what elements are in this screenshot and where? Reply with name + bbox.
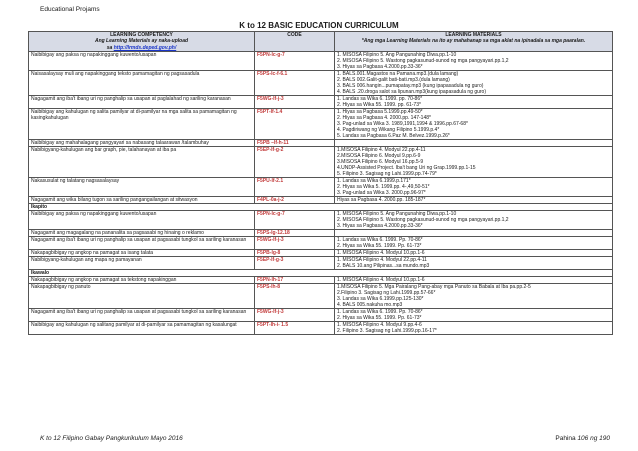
competency-cell: Naibibigay ang paksa ng napakinggang kuwento/usapan xyxy=(29,211,255,230)
competency-cell: Nagagamit ang iba't ibang uri ng panghalip sa usapan at pagsasabi tungkol sa sariling karanasan xyxy=(29,237,255,250)
materials-cell xyxy=(335,197,613,204)
materials-cell xyxy=(335,140,613,147)
table-row xyxy=(29,96,613,109)
material-item: 4. BALS 005.nakuha mo.mp3 xyxy=(337,302,403,309)
material-item: 4. BALS .20.droga salot sa lipunan.mp3(kung ipapasadula ng guro) xyxy=(337,89,486,96)
header-label: Educational Projams xyxy=(40,6,100,13)
materials-cell xyxy=(335,250,613,257)
competency-cell: Nagagamit ang magagalang na pananalita sa pagsasabi ng hinaing o reklamo xyxy=(29,230,255,237)
competency-cell: Nabibigyang-kahulugan ang mapa ng pamayanan xyxy=(29,257,255,270)
material-item: 4.UNDP-Assisted Project. Iba't bang Uri ng Grap.1999.pp.1-15 xyxy=(337,165,476,172)
table-row xyxy=(29,237,613,250)
table-row xyxy=(29,109,613,140)
material-item: 2. Hiyas sa Pagbasa 4. 2000.pp. 147-148* xyxy=(337,115,431,122)
table-row xyxy=(29,52,613,71)
code-cell: F5EP-If-g-3 xyxy=(255,257,335,270)
material-item: 3. Hiyas sa Pagbasa 4.2000.pp.33-36* xyxy=(337,64,423,71)
table-row xyxy=(29,197,613,204)
document-title: K to 12 BASIC EDUCATION CURRICULUM xyxy=(239,21,399,30)
table-row xyxy=(29,140,613,147)
table-row xyxy=(29,257,613,270)
competency-cell: Nakapagbibigay ng panuto xyxy=(29,284,255,309)
material-item: 1. BALS.001.Magastos na Pamana.mp3.(dula lamang) xyxy=(337,71,459,78)
code-cell: F5PN-Ih-17 xyxy=(255,277,335,284)
materials-cell xyxy=(335,109,613,140)
material-item: Hiyas sa Pagbasa 4. 2000.pp. 185-187* xyxy=(337,197,426,204)
code-cell: F4PL-0a-j-2 xyxy=(255,197,335,204)
table-header-row xyxy=(29,32,613,52)
material-item: 5. Landas sa Pagbasa 6.Paz M. Belvez.1999.p.26* xyxy=(337,133,450,140)
page-current: 106 xyxy=(577,435,589,442)
material-item: 1. MISOSA Filipino 4. Modyul 10.pp.1-6 xyxy=(337,277,425,284)
competency-cell: Naibibigay ang paksa ng napakinggang kuwento/usapan xyxy=(29,52,255,71)
table-row xyxy=(29,250,613,257)
competency-cell: Nakasusulat ng talatang nagsasalaysay xyxy=(29,178,255,197)
code-cell: F5PS-Ig-12.18 xyxy=(255,230,335,237)
materials-cell xyxy=(335,211,613,230)
materials-cell xyxy=(335,52,613,71)
materials-cell xyxy=(335,257,613,270)
material-item: 3.MISOSA Filipino 6. Modyul 16.pp.5-9 xyxy=(337,159,424,166)
code-header: CODE xyxy=(255,32,335,52)
material-item: 2. Filipino 3. Sagisag ng Lahi.1999.pp.16-17* xyxy=(337,328,437,335)
material-item: 1. Landas sa Wika 6.1999.p.171* xyxy=(337,178,411,185)
code-cell: F5WG-If-j-3 xyxy=(255,309,335,322)
code-cell: F5PB –If-h-11 xyxy=(255,140,335,147)
code-cell: F5WG-If-j-3 xyxy=(255,237,335,250)
material-item: 1. MISOSA Filipino 4. Modyul 22.pp.4-11 xyxy=(337,257,427,264)
material-item: 1. MISOSA Filipino 4. Modyul 10.pp.1-6 xyxy=(337,250,425,257)
competency-header-label: LEARNING COMPETENCY xyxy=(110,32,173,38)
material-item: 1. Landas sa Wika 6. 1999. Pp. 70-86* xyxy=(337,309,423,316)
material-item: 2. Hiyas sa Wika 55. 1999. pp. 61-73* xyxy=(337,102,421,109)
table-row xyxy=(29,322,613,335)
material-item: 1. Landas sa Wika 6. 1999. Pp. 70-86* xyxy=(337,237,423,244)
material-item: 3. Pag-unlad sa Wika 3. 2000.pp.96-97* xyxy=(337,190,426,197)
code-cell: F5PN-Ic-g-7 xyxy=(255,52,335,71)
competency-cell: Naibibigay ang mahahalagang pangyayari sa nabasang talaarawan /talambuhay xyxy=(29,140,255,147)
material-item: 2. MISOSA Filipino 5. Wastong pagkasunud-sunod ng mga pangyayari.pp.1,2 xyxy=(337,217,509,224)
competency-cell: Nakapagbibigay ng angkop na pamagat sa tekstong napakinggan xyxy=(29,277,255,284)
code-cell: F5PN-Ic-g-7 xyxy=(255,211,335,230)
materials-cell xyxy=(335,96,613,109)
competency-header-note: Ang Learning Materials ay naka-upload xyxy=(94,38,189,45)
materials-cell xyxy=(335,147,613,178)
code-cell: F5PS-Ic-f-6.1 xyxy=(255,71,335,96)
table-row xyxy=(29,147,613,178)
section-row xyxy=(29,270,613,277)
materials-cell xyxy=(335,277,613,284)
materials-header xyxy=(335,32,613,52)
competency-cell: Naibibigay ang kahulugan ng salitang pamilyar at di-pamilyar sa pamamagitan ng kasalungat xyxy=(29,322,255,335)
material-item: 3. Hiyas sa Pagbasa 4.2000.pp.33-36* xyxy=(337,223,423,230)
table-row xyxy=(29,211,613,230)
materials-cell xyxy=(335,309,613,322)
materials-cell xyxy=(335,178,613,197)
materials-header-note: *Ang mga Learning Materials na ito ay mahahanap sa mga aklat na ipinadala sa mga paaralan. xyxy=(361,38,586,45)
code-cell: F5PS-Ih-8 xyxy=(255,284,335,309)
material-item: 1. Landas sa Wika 6. 1999. pp. 70-86* xyxy=(337,96,423,103)
table-row xyxy=(29,71,613,96)
material-item: 4. Pagdiriwang ng Wikang Filipino 5.1999.p.4* xyxy=(337,127,440,134)
materials-cell xyxy=(335,71,613,96)
footer-page-number xyxy=(555,435,610,442)
materials-header-label: LEARNING MATERIALS xyxy=(445,32,502,38)
code-cell: F5PT-If-1.4 xyxy=(255,109,335,140)
code-cell: F5PU-If-2.1 xyxy=(255,178,335,197)
material-item: 2. BALS 002.Galit-galit bati-bati.mp3.(dula lamang) xyxy=(337,77,450,84)
table-row xyxy=(29,277,613,284)
table-row xyxy=(29,309,613,322)
section-row xyxy=(29,204,613,211)
table-row xyxy=(29,284,613,309)
material-item: 3. Pag-unlad sa Wika 3. 1989,1991,1994 & 1996.pp.67-68* xyxy=(337,121,468,128)
competency-cell: Nagagamit ang wika bilang tugon sa sariling pangangailangan at sitwasyon xyxy=(29,197,255,204)
table-row xyxy=(29,230,613,237)
competency-link-prefix: sa xyxy=(106,44,114,51)
competency-cell: Nabibigyang-kahulugan ang bar graph, pie, talahanayan at iba pa xyxy=(29,147,255,178)
page-prefix: Pahina xyxy=(555,435,578,442)
material-item: 2. Hiyas sa Wika 55. 1999. Pp. 61-73* xyxy=(337,315,422,322)
lrmds-link[interactable]: http://lrmds.deped.gov.ph/ xyxy=(113,44,177,51)
competency-cell: Nagagamit ang iba't ibang uri ng panghalip sa usapan at paglalahad ng sariling karanasan xyxy=(29,96,255,109)
material-item: 2. BALS 10.ang Pilipinas...sa mundo.mp3 xyxy=(337,263,430,270)
section-label: Ikapito xyxy=(29,204,613,211)
material-item: 5. Filipino 3. Sagisag ng Lahi.1999.pp.74-79* xyxy=(337,171,437,178)
table-row xyxy=(29,178,613,197)
material-item: 3. BALS 006.hangin...pumapatay.mp3 (kung ipapasadula ng guro) xyxy=(337,83,484,90)
material-item: 1. MISOSA Filipino 5. Ang Pangunahing Diwa.pp.1-10 xyxy=(337,52,457,59)
material-item: 2.Filipino 3. Sagisag ng Lahi.1999.pp.57-66* xyxy=(337,290,436,297)
curriculum-table xyxy=(28,31,613,335)
code-cell: F5WG-If-j-3 xyxy=(255,96,335,109)
competency-cell: Nagagamit ang iba't ibang uri ng panghalip sa usapan at pagsasabi tungkol sa sariling karanasan xyxy=(29,309,255,322)
competency-cell: Naibibigay ang kahulugan ng salita pamilyar at di-pamilyar na mga salita sa pamamagitan ng kasingkahulugan xyxy=(29,109,255,140)
material-item: 1. MISOSA Filipino 4. Modyul 9.pp.4-6 xyxy=(337,322,422,329)
competency-cell: Nakapagbibigay ng angkop na pamagat sa isang talata xyxy=(29,250,255,257)
code-cell: F5PT-Ih-i- 1.5 xyxy=(255,322,335,335)
code-cell: F5PB-Ig-8 xyxy=(255,250,335,257)
page-total: 190 xyxy=(599,435,610,442)
materials-cell xyxy=(335,230,613,237)
material-item: 2. Hiyas sa Wika 5. 1999.pp. 4-,49,50-51* xyxy=(337,184,430,191)
material-item: 2. Hiyas sa Wika 55. 1999. Pp. 61-73* xyxy=(337,243,422,250)
materials-cell xyxy=(335,237,613,250)
footer-guide-title: K to 12 Filipino Gabay Pangkurikulum Mayo 2016 xyxy=(40,435,183,442)
competency-header xyxy=(29,32,255,52)
page-separator: ng xyxy=(588,435,600,442)
materials-cell xyxy=(335,284,613,309)
material-item: 2. MISOSA Filipino 5. Wastong pagkasunud-sunod ng mga pangyayari.pp.1,2 xyxy=(337,58,509,65)
materials-cell xyxy=(335,322,613,335)
section-label: Ikawalo xyxy=(29,270,613,277)
material-item: 2.MISOSA Filipino 6. Modyul 9.pp.6-9 xyxy=(337,153,421,160)
code-cell: F5EP-If-g-2 xyxy=(255,147,335,178)
table-body xyxy=(29,52,613,335)
material-item: 3. Landas sa Wika 6.1999.pp.125-130* xyxy=(337,296,424,303)
material-item: 1. MISOSA Filipino 5. Ang Pangunahing Diwa.pp.1-10 xyxy=(337,211,457,218)
competency-cell: Naisasalaysay muli ang napakinggang teksto pamamagitan ng pagsasadula xyxy=(29,71,255,96)
material-item: 1.MISOSA Filipino 4. Modyul 22.pp.4-11 xyxy=(337,147,426,154)
material-item: 1.MISOSA Filipino 5. Mga Pairalang Pang-abay mga Panuto sa Babala at Iba pa.pp.2-5 xyxy=(337,284,531,291)
material-item: 1. Hiyas sa Pagbasa 5.1999.pp.49-50* xyxy=(337,109,423,116)
